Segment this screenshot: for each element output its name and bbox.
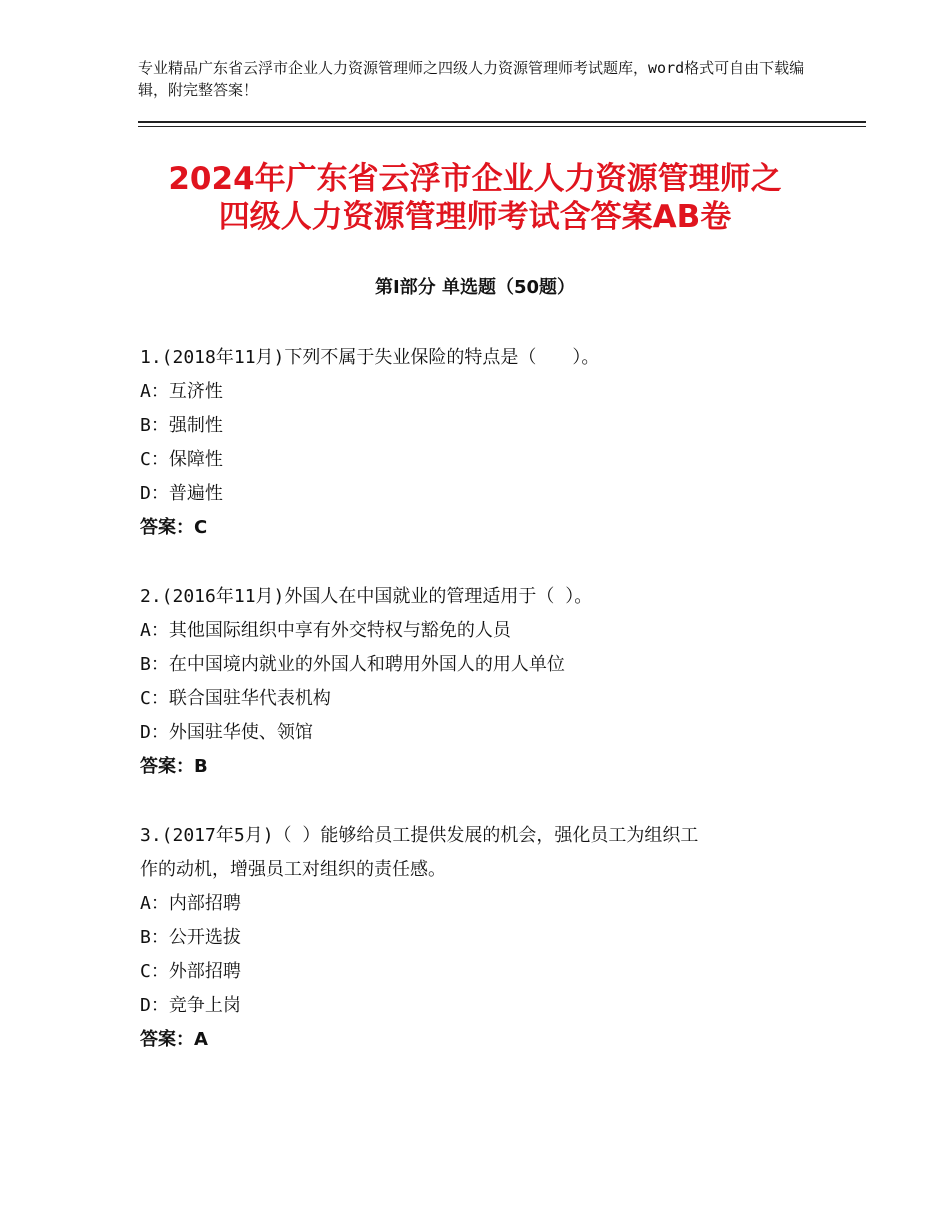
document-title [60, 160, 890, 236]
option-c: C：外部招聘 [140, 961, 241, 982]
question-2 [140, 580, 840, 784]
question-stem: 3.(2017年5月)（ ）能够给员工提供发展的机会，强化员工为组织工 [140, 825, 699, 846]
answer: 答案：B [140, 756, 208, 777]
option-b: B：公开选拔 [140, 927, 241, 948]
option-a: A：其他国际组织中享有外交特权与豁免的人员 [140, 620, 511, 641]
option-d: D：竞争上岗 [140, 995, 241, 1016]
option-b: B：在中国境内就业的外国人和聘用外国人的用人单位 [140, 654, 565, 675]
question-stem: 2.(2016年11月)外国人在中国就业的管理适用于（ ）。 [140, 586, 593, 607]
title-line-1: 2024年广东省云浮市企业人力资源管理师之 [168, 161, 782, 197]
option-a: A：互济性 [140, 381, 223, 402]
option-c: C：保障性 [140, 449, 223, 470]
question-1 [140, 341, 840, 545]
option-c: C：联合国驻华代表机构 [140, 688, 331, 709]
title-line-2: 四级人力资源管理师考试含答案AB卷 [218, 199, 732, 235]
header-note: 专业精品广东省云浮市企业人力资源管理师之四级人力资源管理师考试题库，word格式可自由下载编辑，附完整答案！ [138, 59, 805, 99]
header-rule-thin [138, 126, 866, 127]
question-3 [140, 819, 840, 1057]
header-rule-thick [138, 121, 866, 123]
question-stem: 1.(2018年11月)下列不属于失业保险的特点是（ ）。 [140, 347, 600, 368]
section-heading: 第Ⅰ部分 单选题（50题） [374, 277, 575, 298]
option-d: D：普遍性 [140, 483, 223, 504]
option-a: A：内部招聘 [140, 893, 241, 914]
answer: 答案：A [140, 1029, 208, 1050]
question-stem-continued: 作的动机，增强员工对组织的责任感。 [140, 859, 446, 880]
answer: 答案：C [140, 517, 208, 538]
option-b: B：强制性 [140, 415, 223, 436]
option-d: D：外国驻华使、领馆 [140, 722, 313, 743]
